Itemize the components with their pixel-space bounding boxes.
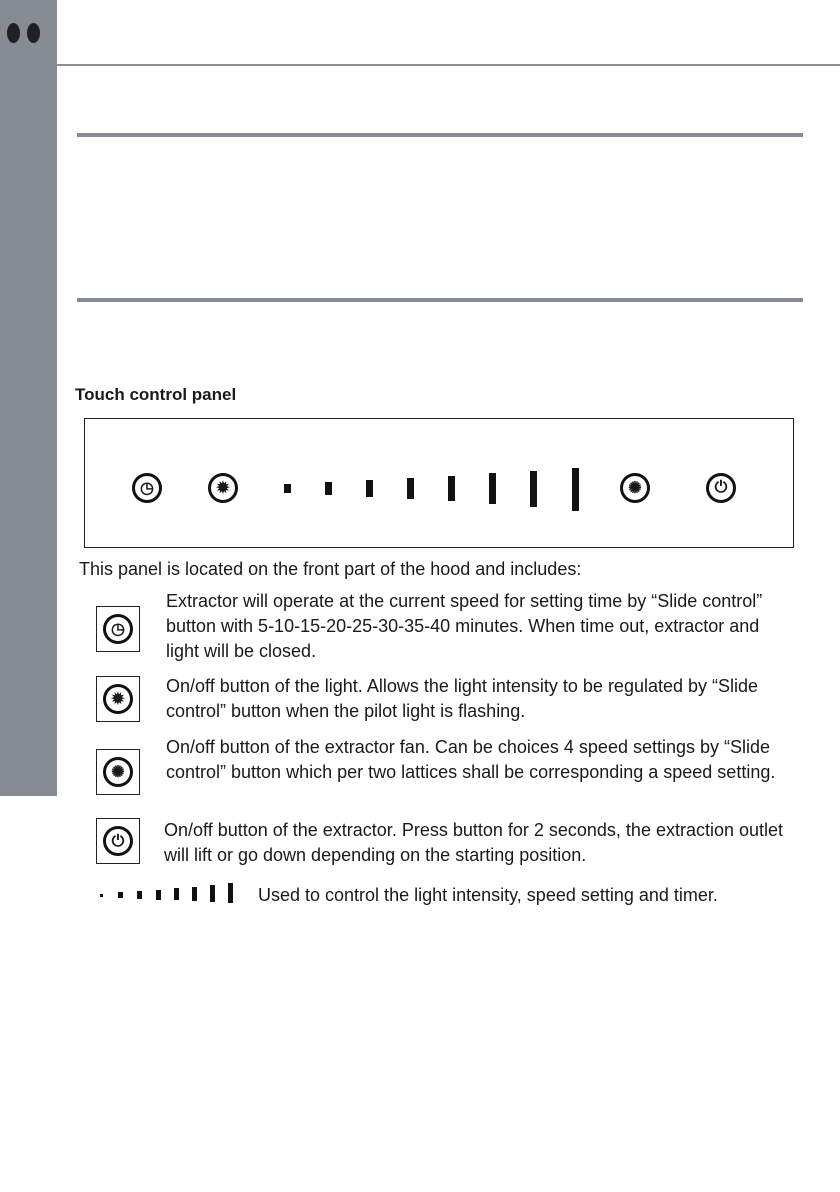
side-tab — [0, 0, 57, 796]
page-marker-dot — [7, 23, 20, 43]
slider-segment — [530, 471, 537, 507]
slider-segment — [448, 476, 455, 501]
slider-segment — [366, 480, 373, 497]
header-line — [57, 64, 840, 66]
touch-control-panel-figure — [84, 418, 794, 548]
description-text: On/off button of the light. Allows the light intensity to be regulated by “Slide control” button when the pilot light is flashing. — [166, 676, 759, 721]
power-icon: ⏻ — [103, 826, 133, 856]
slider-segment — [572, 468, 579, 511]
power-icon: ⏻ — [706, 473, 736, 503]
intro-text: This panel is located on the front part of the hood and includes: — [79, 559, 582, 579]
fan-icon: ✺ — [103, 757, 133, 787]
page-marker-dot — [27, 23, 40, 43]
section-heading: Touch control panel — [75, 385, 237, 404]
divider — [77, 298, 803, 302]
timer-icon-box — [96, 606, 140, 652]
description-text: On/off button of the extractor. Press button for 2 seconds, the extraction outlet will lift or go down depending on the starting position. — [164, 820, 784, 865]
slide-control-text: Used to control the light intensity, speed setting and timer. — [258, 885, 718, 905]
slider-segment — [325, 482, 332, 495]
light-icon: ✹ — [103, 684, 133, 714]
light-icon: ✹ — [208, 473, 238, 503]
fan-icon: ✺ — [620, 473, 650, 503]
timer-icon: ◷ — [103, 614, 133, 644]
slider-segment — [284, 484, 291, 493]
description-text: On/off button of the extractor fan. Can be choices 4 speed settings by “Slide control” button which per two lattices shall be corresponding a speed setting. — [166, 737, 776, 782]
timer-icon: ◷ — [132, 473, 162, 503]
description-text: Extractor will operate at the current speed for setting time by “Slide control” button with 5-10-15-20-25-30-35-40 minutes. When time out, extractor and light will be closed. — [166, 591, 763, 661]
slider-segment — [489, 473, 496, 504]
slider-segment — [407, 478, 414, 499]
power-icon-box — [96, 818, 140, 864]
fan-icon-box — [96, 749, 140, 795]
light-icon-box — [96, 676, 140, 722]
divider — [77, 133, 803, 137]
